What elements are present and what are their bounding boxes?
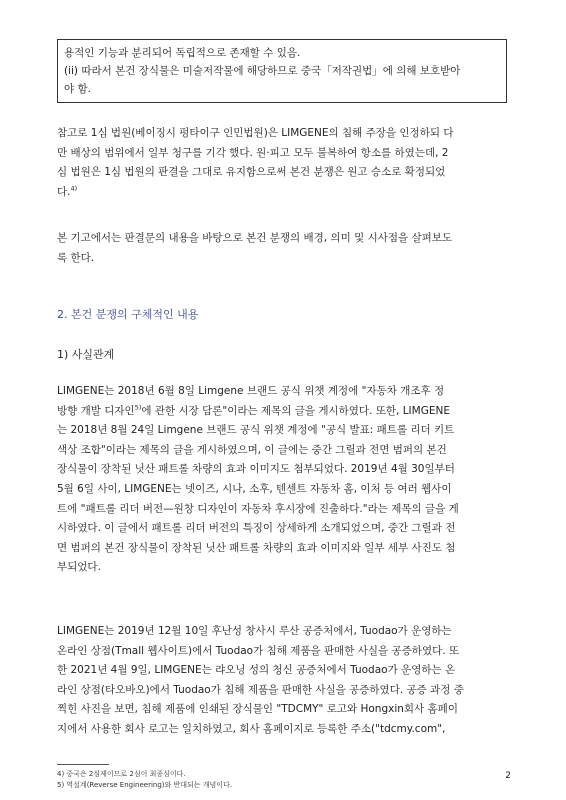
paragraph-article-purpose <box>57 229 511 268</box>
body-line: 만 배상의 범위에서 일부 청구를 기각 했다. 원·피고 모두 불복하여 항소를 하였는데, 2 <box>57 146 449 159</box>
body-line: 5월 6일 사이, LIMGENE는 넷이즈, 시나, 소후, 텐센트 자동차 홈, 이처 등 여러 웹사이 <box>57 482 452 495</box>
box-line: 야 함. <box>64 83 91 95</box>
body-line: 색상 조합"이라는 제목의 글을 게시하였으며, 이 글에는 중간 그릴과 전면 범퍼의 본건 <box>57 443 447 456</box>
body-line: 면 범퍼의 본건 장식물이 장착된 닛산 패트롤 차량의 효과 이미지와 일부 세부 사진도 첨 <box>57 541 456 554</box>
body-line: 라인 상점(타오바오)에서 Tuodao가 침해 제품을 판매한 사실을 공증하였다. 공증 과정 중 <box>57 683 464 696</box>
body-line: 지에서 사용한 회사 로고는 일치하였고, 회사 홈페이지로 등록한 주소("tdcmy.com", <box>57 722 446 735</box>
body-line: 한 2021년 4월 9일, LIMGENE는 랴오닝 성의 청신 공증처에서 Tuodao가 운영하는 온 <box>57 664 456 677</box>
body-line: 온라인 상점(Tmall 웹사이트)에서 Tuodao가 침해 제품을 판매한 사실을 공증하였다. 또 <box>57 644 460 657</box>
body-line: 심 법원은 1심 법원의 판결을 그대로 유지함으로써 본건 분쟁은 원고 승소로 확정되었 <box>57 166 446 179</box>
body-line: LIMGENE는 2018년 6월 8일 Limgene 브랜드 공식 위챗 계정에 "자동차 개조후 정 <box>57 385 445 397</box>
body-text: 다. <box>57 185 71 198</box>
section-title: 2. 본건 분쟁의 구체적인 내용 <box>57 308 199 321</box>
footnote-ref-4[interactable]: 4) <box>70 184 78 193</box>
subsection-title: 1) 사실관계 <box>57 348 115 361</box>
body-line: 트에 "패트롤 리더 버전—원창 디자인이 자동차 후시장에 진출하다."라는 제목의 글을 게 <box>57 502 459 515</box>
body-line: LIMGENE는 2019년 12월 10일 후난성 창사시 루산 공증처에서, Tuodao가 운영하는 <box>57 625 452 637</box>
body-line: 록 한다. <box>57 251 95 264</box>
paragraph-facts <box>57 382 511 578</box>
page-number: 2 <box>505 771 511 781</box>
body-line: 본 기고에서는 판결문의 내용을 바탕으로 본건 분쟁의 배경, 의미 및 시사점을 살펴보도 <box>57 232 453 244</box>
body-line: 시하였다. 이 글에서 패트롤 리더 버전의 특징이 상세하게 소개되었으며, 중간 그릴과 전 <box>57 522 456 535</box>
footnote-ref-5[interactable]: 5) <box>134 403 142 412</box>
quoted-text-box <box>57 39 507 103</box>
body-line <box>57 183 511 203</box>
footnote-divider <box>57 764 109 765</box>
body-line: 참고로 1심 법원(베이징시 펑타이구 인민법원)은 LIMGENE의 침해 주장을 인정하되 다 <box>57 127 454 139</box>
body-line: 부되었다. <box>57 561 101 574</box>
paragraph-notarization <box>57 622 511 740</box>
body-line: 장식물이 장착된 닛산 패트롤 차량의 효과 이미지도 첨부되었다. 2019년 4월 30일부터 <box>57 463 455 476</box>
body-line <box>57 402 511 422</box>
body-line: 찍힌 사진을 보면, 침해 제품에 인쇄된 장식물인 "TDCMY" 로고와 Hongxin회사 홈페이 <box>57 703 458 716</box>
paragraph-first-instance-ruling <box>57 124 511 202</box>
body-text: 에 관한 시장 담론"이라는 제목의 글을 게시하였다. 또한, LIMGENE <box>141 404 450 417</box>
footnote-5: 5) 역설계(Reverse Engineering)와 반대되는 개념이다. <box>57 781 233 789</box>
box-line: (ii) 따라서 본건 장식물은 미술저작물에 해당하므로 중국「저작권법」에 의해 보호받아 <box>64 65 461 77</box>
body-line: 는 2018년 8월 24일 Limgene 브랜드 공식 위챗 계정에 "공식 발표: 패트롤 리더 키트 <box>57 424 455 437</box>
box-line: 용적인 기능과 분리되어 독립적으로 존재할 수 있음. <box>64 47 301 59</box>
footnote-4: 4) 중국은 2심제이므로 2심이 최종심이다. <box>57 770 186 778</box>
body-text: 방향 개발 디자인 <box>57 404 135 417</box>
